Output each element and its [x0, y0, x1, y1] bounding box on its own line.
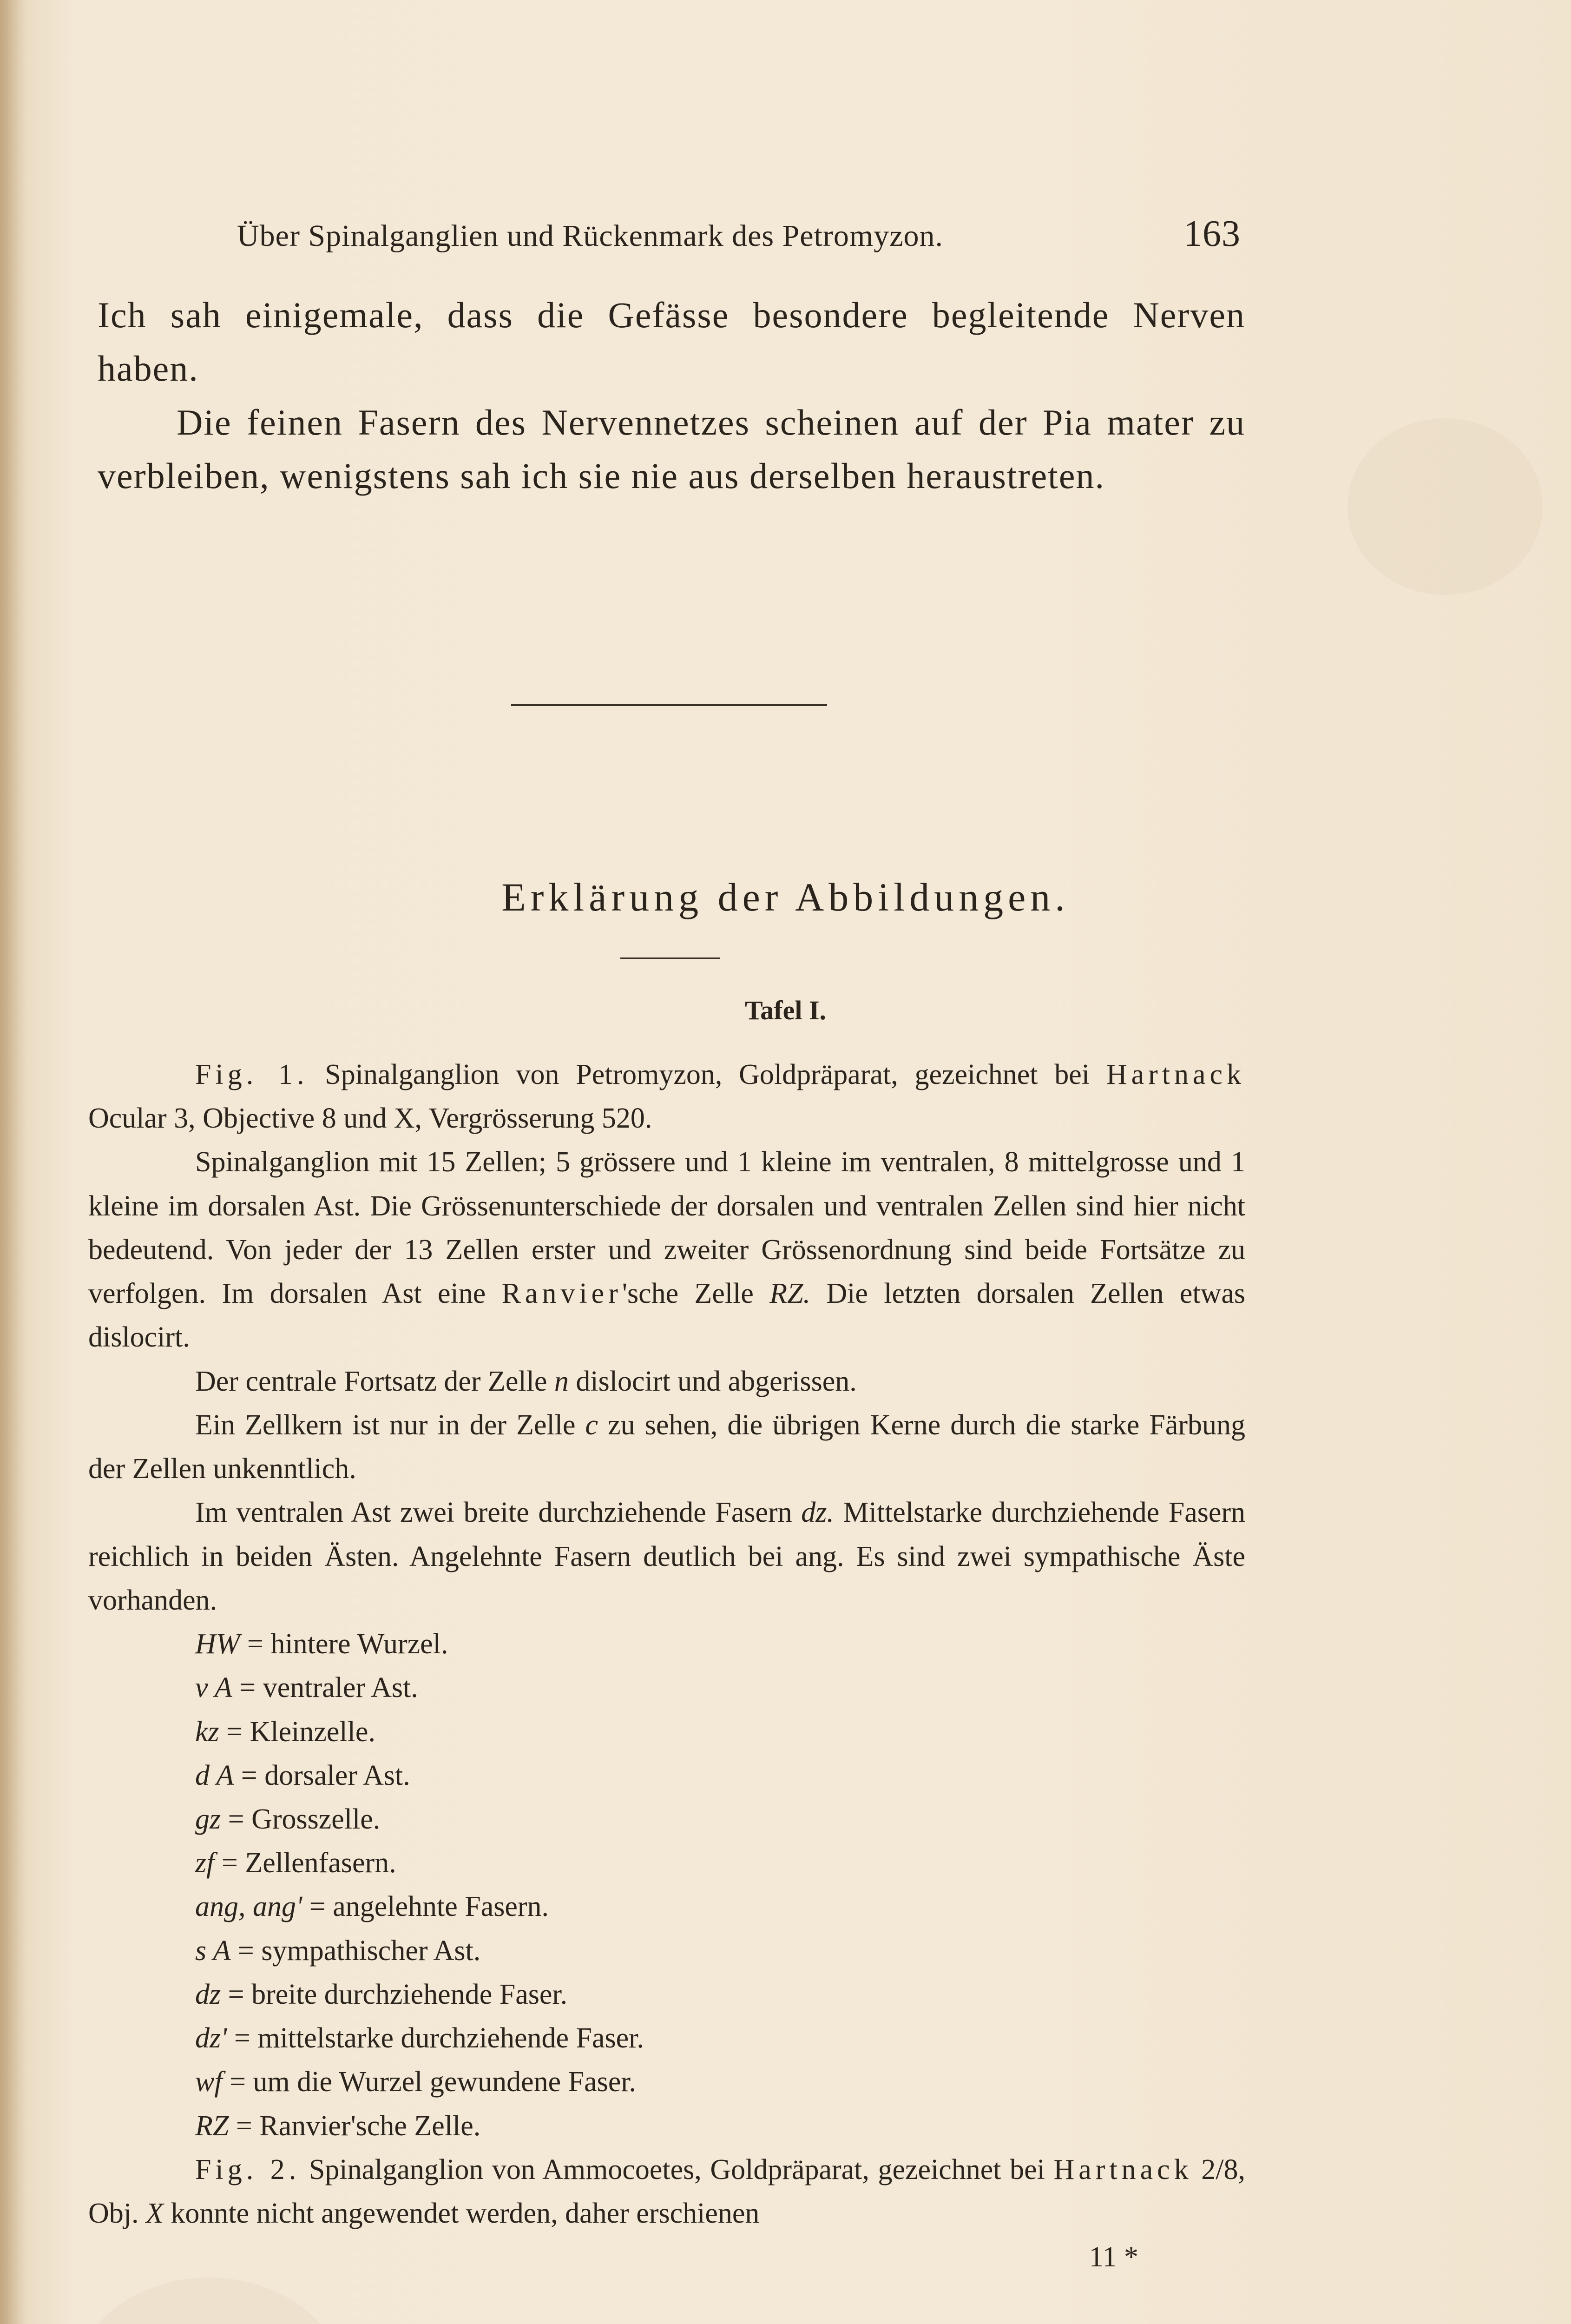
abbreviation-value: = dorsaler Ast. [241, 1759, 410, 1791]
paragraph-text: 'sche Zelle [622, 1278, 754, 1310]
figure-explanations [88, 1053, 1245, 2279]
abbreviation-item [195, 1754, 1245, 1797]
abbreviation-key: d A [195, 1759, 234, 1791]
ranvier-name: Ranvier [501, 1278, 622, 1310]
author-name: Hartnack [1106, 1059, 1246, 1090]
paper-stain [70, 2278, 348, 2324]
abbreviation-item [195, 1973, 1245, 2016]
abbreviation-item [195, 1885, 1245, 1928]
abbreviation-value: = Kleinzelle. [226, 1716, 375, 1748]
running-title: Über Spinalganglien und Rückenmark des Petromyzon. [237, 219, 944, 253]
abbreviation-value: = mittelstarke durchziehende Faser. [234, 2022, 644, 2054]
abbreviation-item [195, 1710, 1245, 1754]
abbreviation-value: = Zellenfasern. [221, 1847, 396, 1879]
figure-1-paragraph [88, 1360, 1245, 1403]
section-divider [511, 704, 827, 706]
abbreviation-key: dz [195, 1978, 221, 2010]
title-divider [620, 957, 720, 959]
abbreviation-item [195, 1666, 1245, 1710]
caption-text: Ocular 3, Objective 8 und X, Vergrösserung 520. [88, 1103, 652, 1135]
figure-1-paragraph [88, 1491, 1245, 1622]
paragraph-text: Der centrale Fortsatz der Zelle [195, 1365, 547, 1397]
abbreviation: n [554, 1365, 569, 1397]
abbreviation-key: gz [195, 1803, 221, 1835]
abbreviation-list [88, 1622, 1245, 2148]
signature-mark: 11 * [1089, 2241, 1138, 2273]
intro-paragraph: Ich sah einigemale, dass die Gefässe besondere begleitende Nerven haben. [98, 295, 1245, 389]
intro-paragraph: Die feinen Fasern des Nervennetzes scheinen auf der Pia mater zu verbleiben, wenigstens sah ich sie nie aus derselben heraustreten. [98, 402, 1245, 496]
figure-1-paragraph [88, 1140, 1245, 1359]
figure-1-caption [88, 1053, 1245, 1140]
abbreviation: RZ. [769, 1278, 811, 1310]
abbreviation-item [195, 1622, 1245, 1666]
figure-label: Fig. 2. [195, 2153, 301, 2185]
abbreviation-value: = um die Wurzel gewundene Faser. [230, 2066, 637, 2098]
abbreviation-key: dz' [195, 2022, 227, 2054]
abbreviation: c [585, 1409, 598, 1441]
objective-value: X [146, 2198, 164, 2230]
caption-text: konnte nicht angewendet werden, daher erschienen [171, 2198, 760, 2230]
abbreviation-value: = Ranvier'sche Zelle. [236, 2110, 481, 2142]
abbreviation-key: v A [195, 1672, 232, 1704]
abbreviation-value: = angelehnte Fasern. [309, 1891, 549, 1923]
abbreviation-value: = ventraler Ast. [239, 1672, 418, 1704]
figure-1-paragraph [88, 1403, 1245, 1491]
figure-label: Fig. 1. [195, 1059, 309, 1090]
caption-text: Spinalganglion von Petromyzon, Goldpräparat, gezeichnet bei [325, 1059, 1090, 1090]
caption-text: , Obj. [88, 2153, 1245, 2230]
ocular-value: 2/8 [1201, 2153, 1238, 2185]
paragraph-text: Im ventralen Ast zwei breite durchziehende Fasern [195, 1497, 792, 1529]
paragraph-text: Die letzten dorsalen Zellen etwas dislocirt. [88, 1278, 1246, 1353]
abbreviation-item [195, 1797, 1245, 1841]
paragraph-text: Ein Zellkern ist nur in der Zelle [195, 1409, 576, 1441]
abbreviation-item [195, 2060, 1245, 2104]
abbreviation-value: = sympathischer Ast. [237, 1934, 481, 1967]
abbreviation-value: = hintere Wurzel. [247, 1628, 448, 1660]
spine-shadow [0, 0, 28, 2324]
figure-2-caption [88, 2148, 1245, 2235]
paragraph-text: Spinalganglion mit 15 Zellen; 5 grössere und 1 kleine im ventralen, 8 mittelgrosse und 1 kleine im dorsalen Ast. Die Grössenunterschiede der dorsalen und ventralen Zellen sind hier nicht bedeutend. Von jeder der 13 Zellen erster und zweiter Grössenordnung sind beide Fortsätze zu verfolgen. Im dorsalen Ast eine [88, 1146, 1245, 1310]
abbreviation-key: wf [195, 2066, 223, 2098]
paragraph-text: Mittelstarke durchziehende Fasern reichlich in beiden Ästen. Angelehnte Fasern deutlich bei ang. Es sind zwei sympathische Äste vorhanden. [88, 1497, 1246, 1616]
plate-title: Tafel I. [744, 995, 827, 1025]
abbreviation-key: HW [195, 1628, 240, 1660]
abbreviation-value: = breite durchziehende Faser. [228, 1978, 568, 2010]
paper-stain [1348, 418, 1543, 595]
abbreviation-item [195, 2104, 1245, 2148]
abbreviation-key: zf [195, 1847, 215, 1879]
abbreviation-key: kz [195, 1716, 219, 1748]
abbreviation-item [195, 2016, 1245, 2060]
caption-text: Spinalganglion von Ammocoetes, Goldpräparat, gezeichnet bei [309, 2153, 1045, 2185]
abbreviation-key: RZ [195, 2110, 229, 2142]
abbreviation-value: = Grosszelle. [228, 1803, 381, 1835]
abbreviation-key: ang, ang' [195, 1891, 302, 1923]
abbreviation-item [195, 1841, 1245, 1885]
intro-text [98, 288, 1245, 503]
abbreviation: dz. [801, 1497, 834, 1529]
paragraph-text: zu sehen, die übrigen Kerne durch die starke Färbung der Zellen unkenntlich. [88, 1409, 1245, 1485]
section-title: Erklärung der Abbildungen. [501, 875, 1070, 919]
author-name: Hartnack [1053, 2153, 1193, 2185]
abbreviation-key: s A [195, 1934, 231, 1967]
abbreviation-item [195, 1929, 1245, 1973]
paragraph-text: dislocirt und abgerissen. [576, 1365, 857, 1397]
page-number: 163 [1183, 213, 1241, 254]
